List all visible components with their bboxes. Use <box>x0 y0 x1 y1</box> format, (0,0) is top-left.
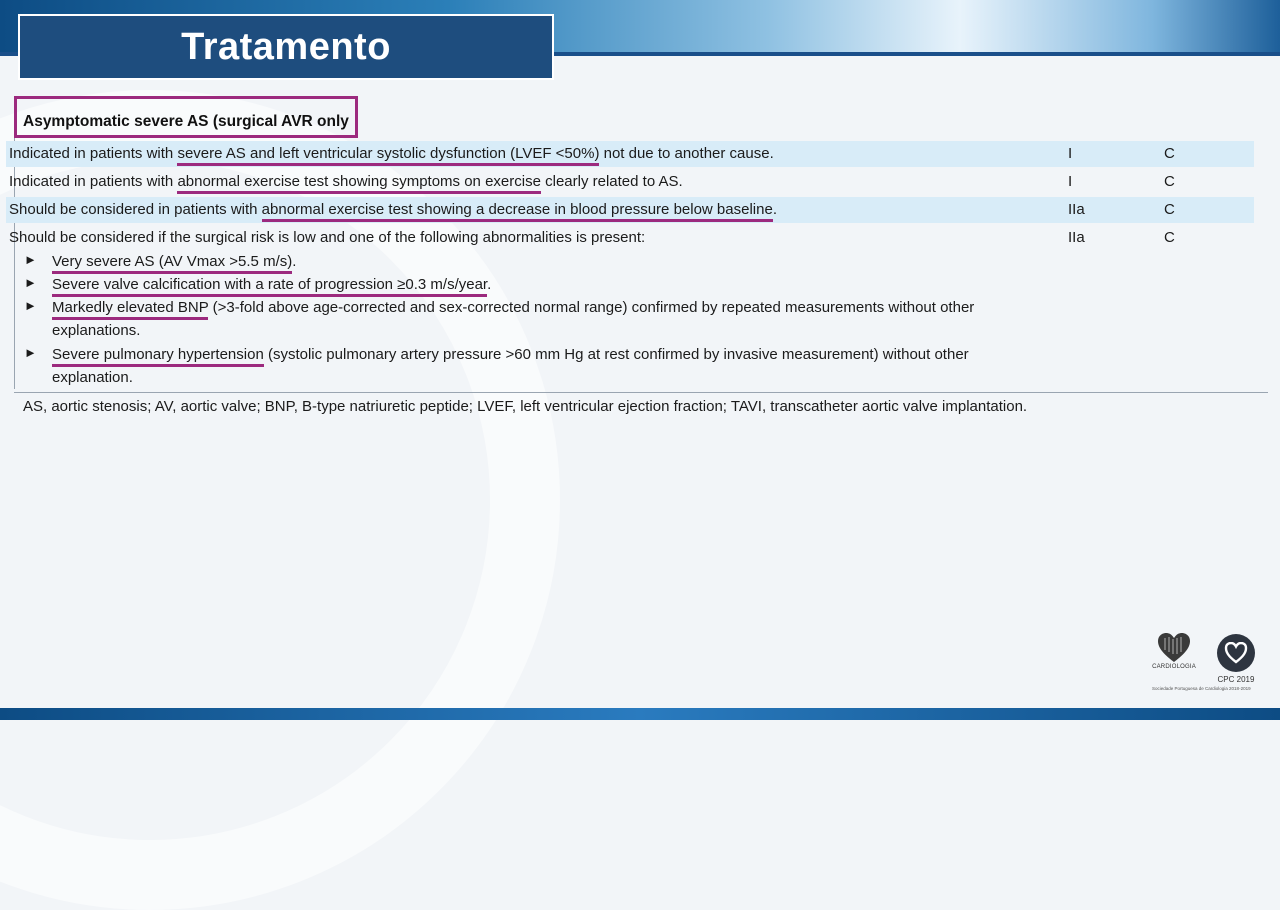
spc-logo <box>1150 632 1198 670</box>
list-item <box>24 296 1042 342</box>
table-bottom-rule <box>14 392 1268 393</box>
spc-logo-name: CARDIOLOGIA <box>1152 664 1196 670</box>
section-header: Asymptomatic severe AS (surgical AVR only <box>14 96 358 138</box>
table-row <box>6 169 1254 195</box>
table-row <box>6 197 1254 223</box>
list-item <box>24 250 1042 273</box>
slide-title: Tratamento <box>181 25 391 68</box>
bullet-arrow-icon: ► <box>24 275 37 290</box>
evidence-level: C <box>1164 201 1175 218</box>
cpc-logo <box>1212 634 1260 684</box>
bullet-highlight: Markedly elevated BNP <box>52 299 208 320</box>
bullet-highlight: Very severe AS (AV Vmax >5.5 m/s) <box>52 253 292 274</box>
evidence-level: C <box>1164 173 1175 190</box>
bullet-arrow-icon: ► <box>24 298 37 313</box>
bullet-arrow-icon: ► <box>24 252 37 267</box>
row-text-pre: Indicated in patients with <box>9 173 178 190</box>
bullet-arrow-icon: ► <box>24 345 37 360</box>
bullet-highlight: Severe valve calcification with a rate of progression ≥0.3 m/s/year <box>52 276 487 297</box>
recommendation-class: IIa <box>1068 229 1085 246</box>
row-text-highlight: abnormal exercise test showing symptoms on exercise <box>177 173 541 194</box>
row-text-pre: Indicated in patients with <box>9 145 178 162</box>
bullet-rest: . <box>292 253 297 270</box>
evidence-level: C <box>1164 229 1175 246</box>
row-text-post: not due to another cause. <box>599 145 774 162</box>
heart-outline-icon <box>1217 634 1255 672</box>
list-item <box>24 343 1042 389</box>
cpc-logo-name: CPC 2019 <box>1217 675 1255 684</box>
row-text-highlight: abnormal exercise test showing a decrease in blood pressure below baseline <box>262 201 773 222</box>
recommendation-class: IIa <box>1068 201 1085 218</box>
row-text-highlight: severe AS and left ventricular systolic dysfunction (LVEF <50%) <box>177 145 599 166</box>
bullet-rest: . <box>487 276 492 293</box>
slide-title-box <box>18 14 554 80</box>
recommendation-table <box>14 96 1268 138</box>
evidence-level: C <box>1164 145 1175 162</box>
logo-caption: Sociedade Portuguesa de Cardiologia 2018-2019 <box>1152 686 1251 691</box>
table-footnote: AS, aortic stenosis; AV, aortic valve; BNP, B-type natriuretic peptide; LVEF, left ventricular ejection fraction; TAVI, transcatheter aortic valve implantation. <box>23 398 1028 415</box>
row-text-post: . <box>772 201 777 218</box>
heart-icon <box>1156 632 1192 664</box>
table-row <box>6 225 1254 251</box>
bullet-highlight: Severe pulmonary hypertension <box>52 346 264 367</box>
recommendation-class: I <box>1068 145 1073 162</box>
bullet-rest: (>3-fold above age-corrected and sex-corrected normal range) confirmed by repeated measurements without other explanations. <box>52 299 975 339</box>
footer-band <box>0 708 1280 720</box>
row-text-pre: Should be considered in patients with <box>9 201 262 218</box>
bullet-rest: (systolic pulmonary artery pressure >60 mm Hg at rest confirmed by invasive measurement) without other explanation. <box>52 346 969 386</box>
row-text-pre: Should be considered if the surgical risk is low and one of the following abnormalities is present: <box>9 229 646 246</box>
recommendation-class: I <box>1068 173 1073 190</box>
table-row <box>6 141 1254 167</box>
list-item <box>24 273 1042 296</box>
row-text-post: clearly related to AS. <box>540 173 683 190</box>
